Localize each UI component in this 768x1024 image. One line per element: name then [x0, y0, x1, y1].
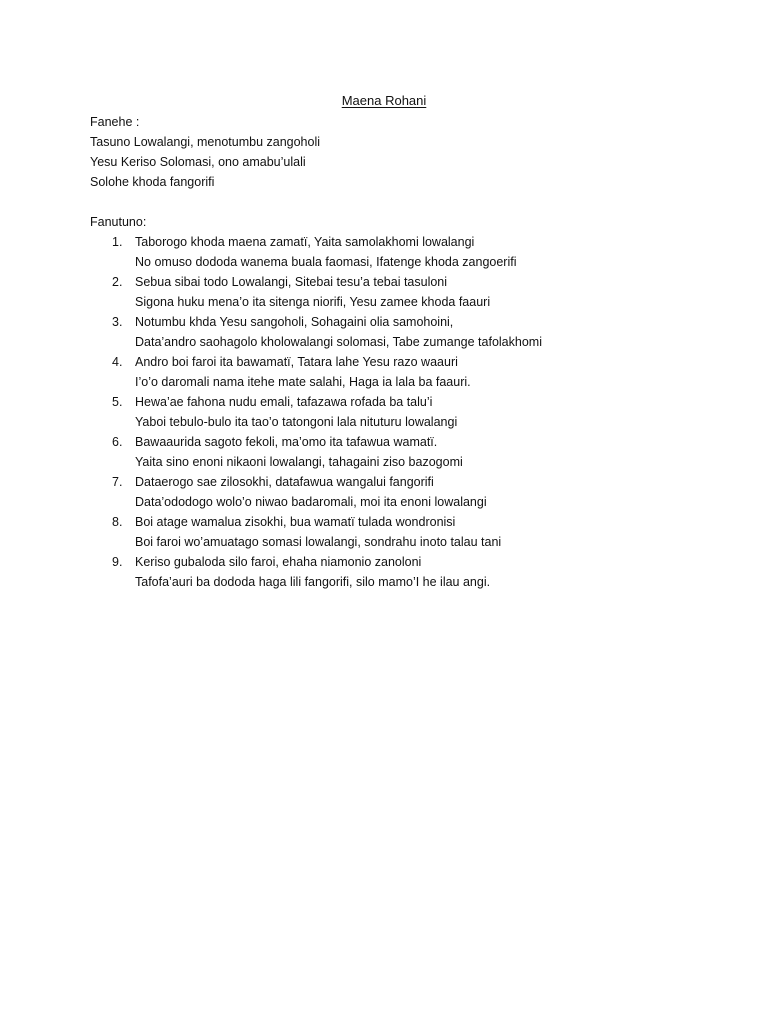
verse-line: Taborogo khoda maena zamatï, Yaita samolakhomi lowalangi — [135, 235, 475, 249]
verse-item — [90, 232, 542, 272]
verse-number: 7. — [112, 475, 123, 489]
verse-line: Hewa’ae fahona nudu emali, tafazawa rofada ba talu’i — [135, 395, 433, 409]
chorus-heading: Fanehe : — [90, 115, 140, 129]
verse-item — [90, 312, 542, 352]
chorus-line: Yesu Keriso Solomasi, ono amabu’ulali — [90, 155, 306, 169]
verse-number: 1. — [112, 235, 123, 249]
verse-line: Boi faroi wo’amuatago somasi lowalangi, sondrahu inoto talau tani — [135, 535, 502, 549]
verse-line: Tafofa’auri ba dododa haga lili fangorifi, silo mamo’I he ilau angi. — [135, 575, 491, 589]
verse-line: Andro boi faroi ita bawamatï, Tatara lahe Yesu razo waauri — [135, 355, 458, 369]
chorus-line: Tasuno Lowalangi, menotumbu zangoholi — [90, 135, 321, 149]
verse-number: 5. — [112, 395, 123, 409]
verse-line: Data’ododogo wolo’o niwao badaromali, moi ita enoni lowalangi — [135, 495, 487, 509]
verse-number: 6. — [112, 435, 123, 449]
verse-item — [90, 432, 542, 472]
verse-line: Data’andro saohagolo kholowalangi solomasi, Tabe zumange tafolakhomi — [135, 335, 542, 349]
verse-item — [90, 552, 542, 592]
verse-line: Yaita sino enoni nikaoni lowalangi, tahagaini ziso bazogomi — [135, 455, 463, 469]
verse-number: 3. — [112, 315, 123, 329]
verse-number: 8. — [112, 515, 123, 529]
verse-line: I’o’o daromali nama itehe mate salahi, Haga ia lala ba faauri. — [135, 375, 471, 389]
verse-item — [90, 472, 542, 512]
verses-heading: Fanutuno: — [90, 215, 147, 229]
verse-line: Dataerogo sae zilosokhi, datafawua wangalui fangorifi — [135, 475, 434, 489]
verse-item — [90, 512, 542, 552]
verse-list — [90, 232, 542, 592]
verses-section — [90, 212, 542, 592]
verse-line: Sigona huku mena’o ita sitenga niorifi, Yesu zamee khoda faauri — [135, 295, 491, 309]
verse-number: 2. — [112, 275, 123, 289]
document-title: Maena Rohani — [341, 93, 427, 108]
verse-line: No omuso dododa wanema buala faomasi, Ifatenge khoda zangoerifi — [135, 255, 517, 269]
verse-number: 9. — [112, 555, 123, 569]
verse-line: Bawaaurida sagoto fekoli, ma’omo ita tafawua wamatï. — [135, 435, 438, 449]
verse-item — [90, 272, 542, 312]
verse-line: Yaboi tebulo-bulo ita tao’o tatongoni lala nituturu lowalangi — [135, 415, 458, 429]
verse-line: Keriso gubaloda silo faroi, ehaha niamonio zanoloni — [135, 555, 422, 569]
verse-line: Sebua sibai todo Lowalangi, Sitebai tesu’a tebai tasuloni — [135, 275, 448, 289]
verse-item — [90, 352, 542, 392]
verse-line: Notumbu khda Yesu sangoholi, Sohagaini olia samohoini, — [135, 315, 454, 329]
chorus-line: Solohe khoda fangorifi — [90, 175, 215, 189]
verse-item — [90, 392, 542, 432]
verse-line: Boi atage wamalua zisokhi, bua wamatï tulada wondronisi — [135, 515, 456, 529]
verse-number: 4. — [112, 355, 123, 369]
chorus-section — [90, 112, 320, 192]
